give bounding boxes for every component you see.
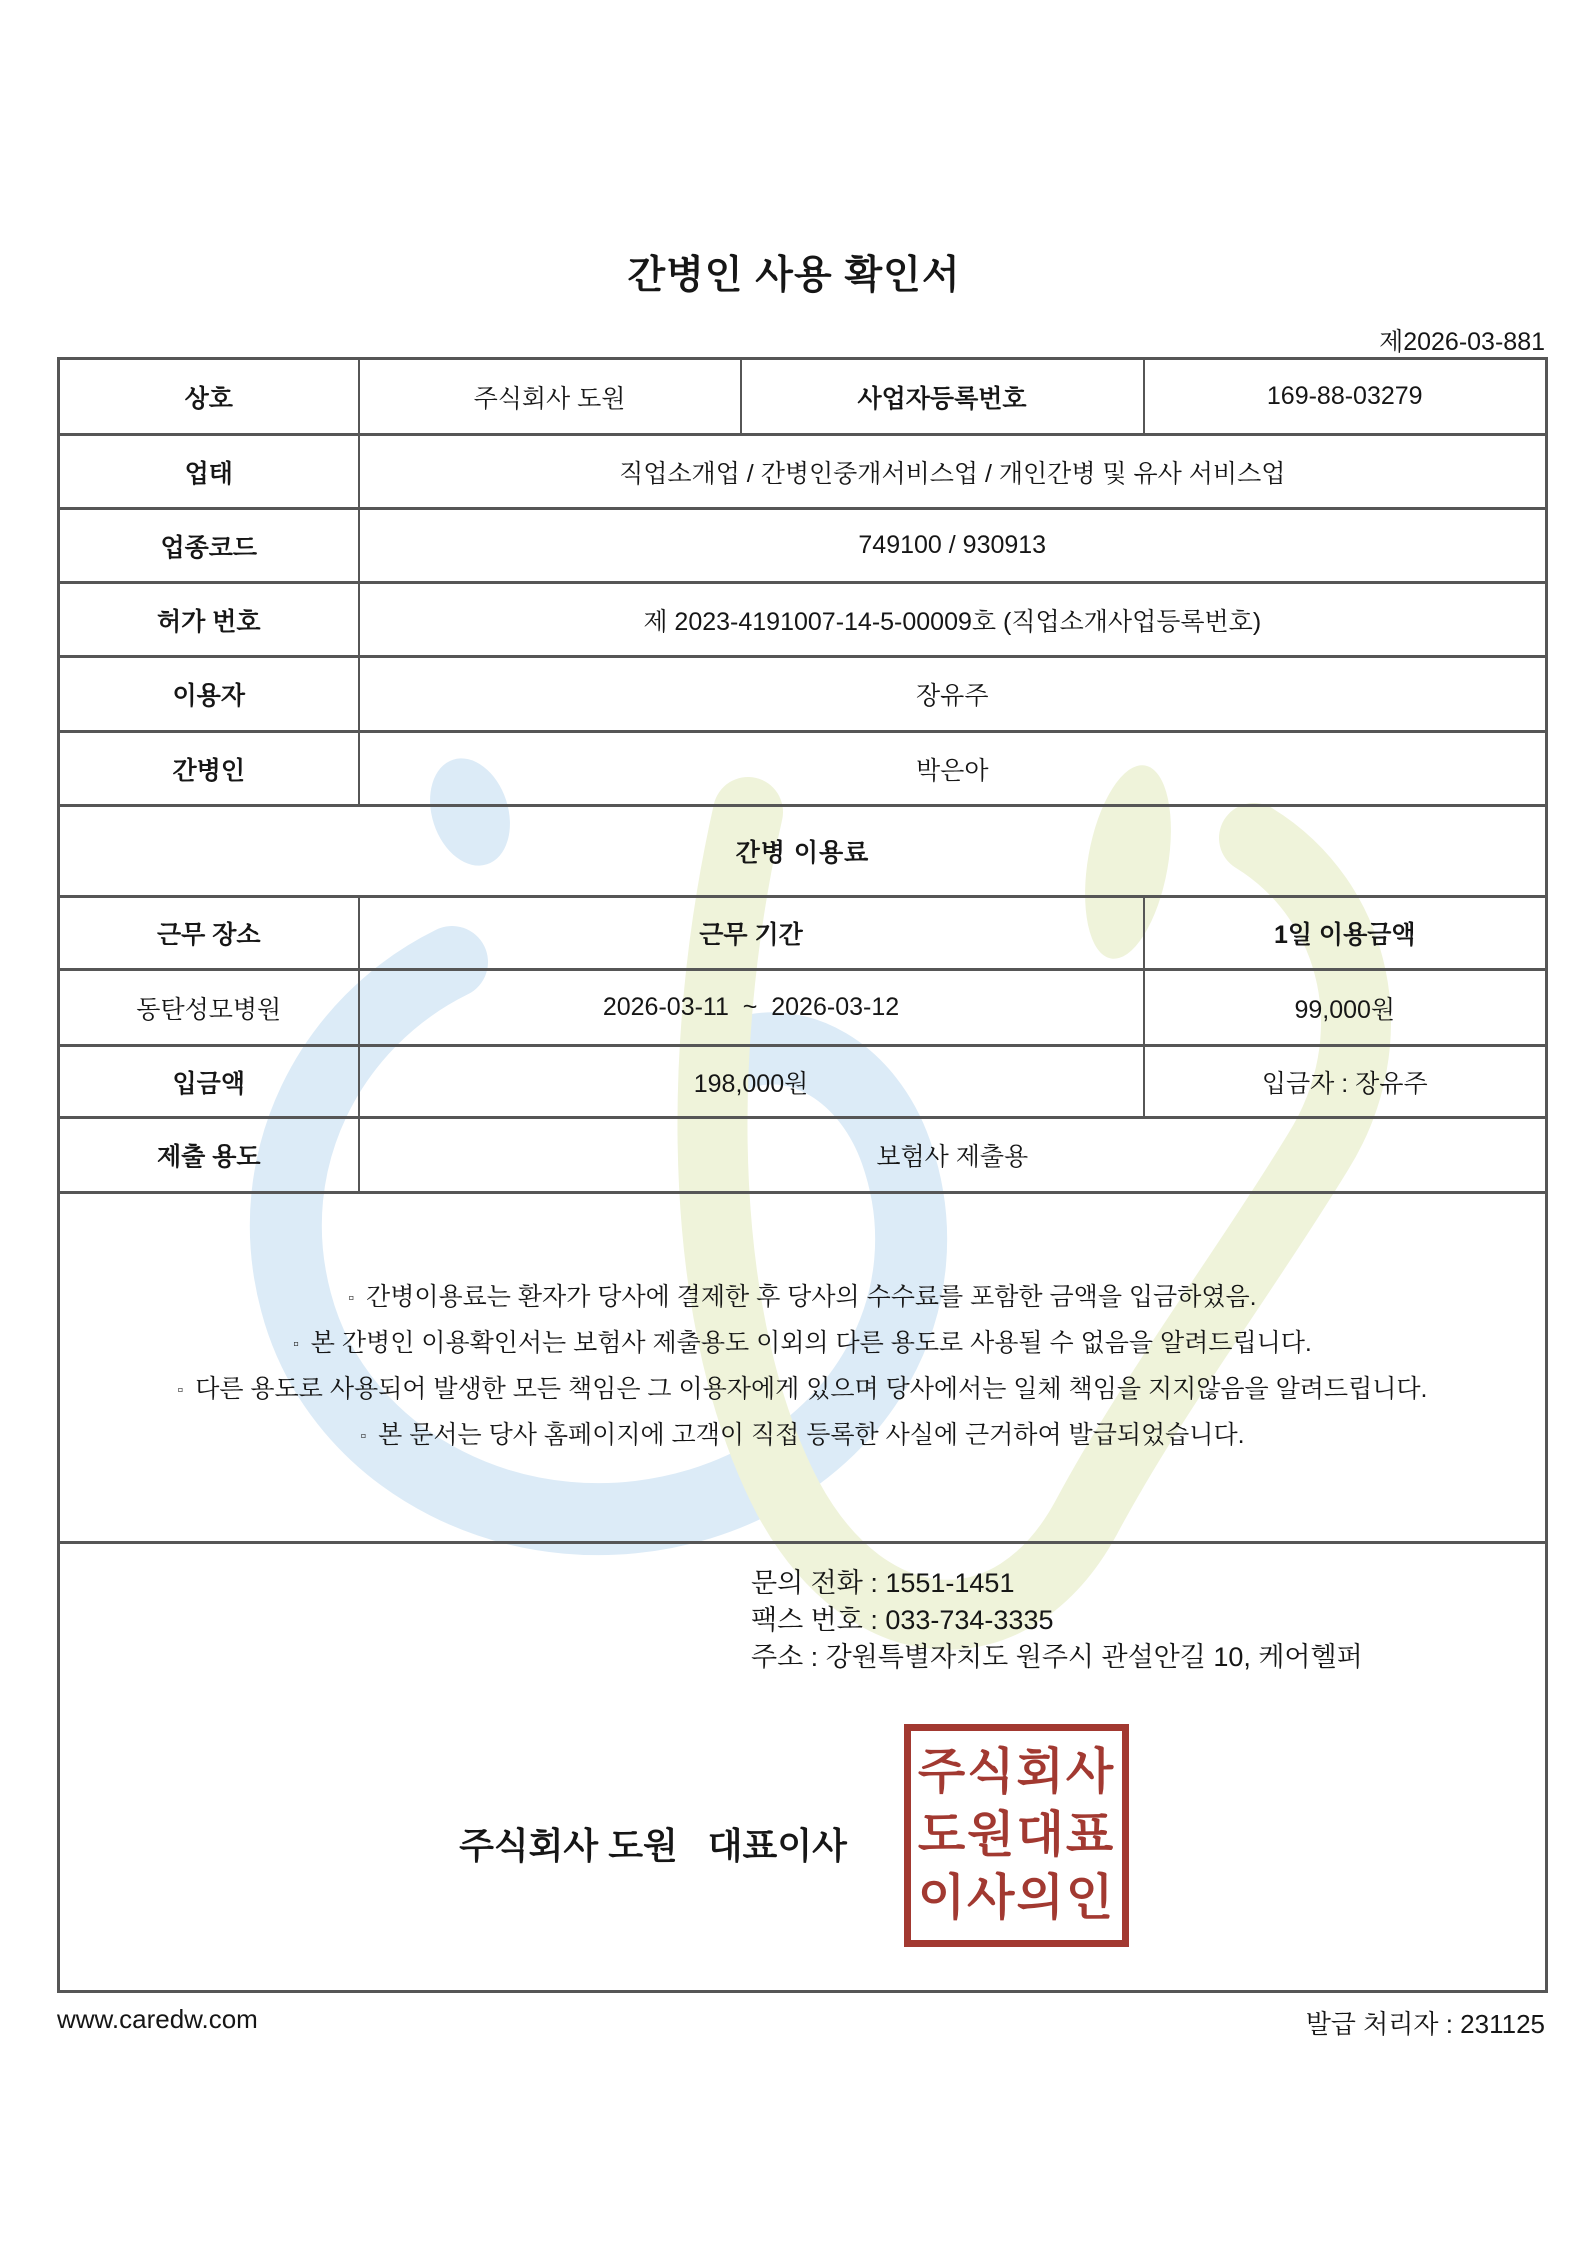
workplace-value: 동탄성모병원 [59,970,359,1046]
biz-type-label: 업태 [59,435,359,509]
note-bullet-icon: ▫ [348,1289,355,1307]
company-signature: 주식회사 도원 대표이사 [459,1825,847,1866]
deposit-row [59,1046,1547,1118]
depositor-cell [1144,1046,1547,1118]
permit-number-value: 제 2023-4191007-14-5-00009호 (직업소개사업등록번호) [359,583,1547,657]
biz-type-value: 직업소개업 / 간병인중개서비스업 / 개인간병 및 유사 서비스업 [359,435,1547,509]
table-row [59,732,1547,806]
company-name-label: 상호 [59,359,359,435]
contact-fax: 팩스 번호 : 033-734-3335 [751,1605,1054,1635]
period-value: 2026-03-11 ~ 2026-03-12 [359,970,1144,1046]
industry-code-label: 업종코드 [59,509,359,583]
note-text: 간병이용료는 환자가 당사에 결제한 후 당사의 수수료를 포함한 금액을 입금하였음. [366,1282,1257,1311]
seal-text-line: 주식회사 [917,1745,1116,1799]
notes-row [59,1193,1547,1543]
contact-info [751,1565,1363,1676]
page-footer [57,2004,1545,2041]
seal-text-line: 도원대표 [917,1808,1116,1862]
note-text: 본 문서는 당사 홈페이지에 고객이 직접 등록한 사실에 근거하여 발급되었습니다. [378,1420,1245,1449]
issuer-row [59,1543,1547,1992]
caregiver-label: 간병인 [59,732,359,806]
issuer-section [59,1543,1547,1992]
period-header: 근무 기간 [359,897,1144,970]
seal-text-line: 이사의인 [917,1871,1116,1925]
section-header-row [59,806,1547,897]
note-item [60,1276,1545,1322]
note-text: 다른 용도로 사용되어 발생한 모든 책임은 그 이용자에게 있으며 당사에서는 일체 책임을 지지않음을 알려드립니다. [195,1374,1428,1403]
depositor-value: : 장유주 [1334,1069,1428,1098]
company-name-value: 주식회사 도원 [359,359,741,435]
note-bullet-icon: ▫ [293,1335,299,1353]
note-bullet-icon: ▫ [177,1381,184,1399]
table-row [59,509,1547,583]
note-text: 본 간병인 이용확인서는 보험사 제출용도 이외의 다른 용도로 사용될 수 없음을 알려드립니다. [310,1328,1312,1357]
website-url: www.caredw.com [57,2004,258,2034]
fee-data-row [59,970,1547,1046]
contact-address: 주소 : 강원특별자치도 원주시 관설안길 10, 케어헬퍼 [751,1642,1363,1672]
permit-number-label: 허가 번호 [59,583,359,657]
table-header-row [59,897,1547,970]
note-item [60,1368,1545,1414]
note-item [60,1414,1545,1460]
industry-code-value: 749100 / 930913 [359,509,1547,583]
user-value: 장유주 [359,657,1547,732]
table-row [59,657,1547,732]
deposit-value: 198,000원 [359,1046,1144,1118]
biz-reg-number-label: 사업자등록번호 [741,359,1144,435]
workplace-header: 근무 장소 [59,897,359,970]
purpose-row [59,1118,1547,1193]
document-number: 제2026-03-881 [1379,328,1545,356]
table-row [59,359,1547,435]
note-bullet-icon: ▫ [360,1427,367,1445]
issued-by: 발급 처리자 : 231125 [1305,2009,1545,2039]
user-label: 이용자 [59,657,359,732]
notes-section [59,1193,1547,1543]
contact-phone: 문의 전화 : 1551-1451 [751,1568,1015,1598]
fee-section-title: 간병 이용료 [59,806,1547,897]
purpose-value: 보험사 제출용 [359,1118,1547,1193]
daily-fee-value: 99,000원 [1144,970,1547,1046]
caregiver-value: 박은아 [359,732,1547,806]
company-seal [904,1724,1129,1947]
table-row [59,583,1547,657]
note-item [60,1322,1545,1368]
purpose-label: 제출 용도 [59,1118,359,1193]
depositor-label: 입금자 [1261,1069,1335,1098]
biz-reg-number-value: 169-88-03279 [1144,359,1547,435]
confirmation-table [57,357,1548,1993]
page-title: 간병인 사용 확인서 [627,254,961,297]
deposit-label: 입금액 [59,1046,359,1118]
daily-fee-header: 1일 이용금액 [1144,897,1547,970]
table-row [59,435,1547,509]
